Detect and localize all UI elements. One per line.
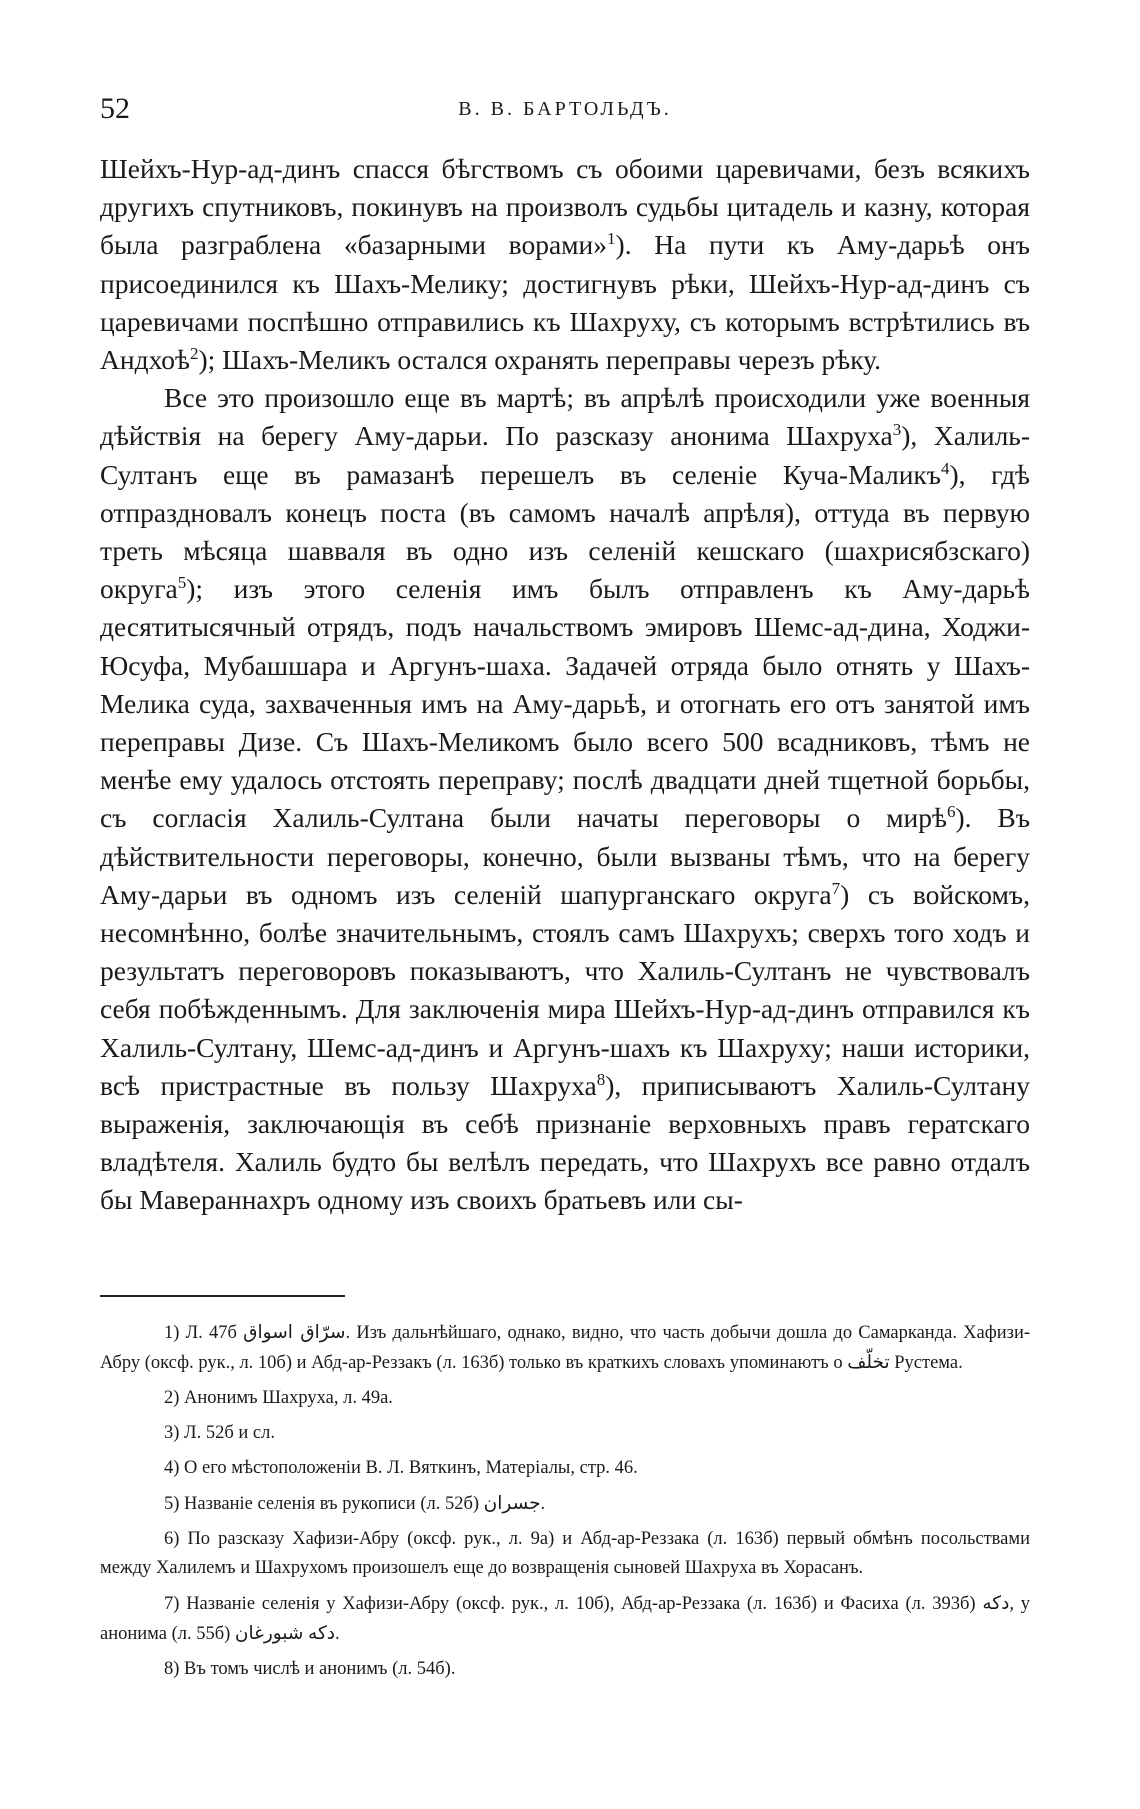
footnote-ref-8: 8 — [596, 1069, 606, 1089]
footnote-ref-1: 1 — [607, 229, 616, 249]
text-run: , у анонима (л. 55б) — [100, 1594, 1031, 1644]
text-run: ); Шахъ-Меликъ остался охранять переправы черезъ рѣку. — [198, 344, 882, 376]
text-run: ). На пути къ Аму-дарьѣ онъ присоединился къ Шахъ-Мелику; достигнувъ рѣки, Шейхъ-Нур-ад-динъ съ царевичами поспѣшно отправились къ Шахруху, съ которымъ встрѣтились въ Андхоѣ — [100, 229, 1030, 376]
text-run: Шейхъ-Нур-ад-динъ спасся бѣгствомъ съ обоими царевичами, безъ всякихъ другихъ спутниковъ, покинувъ на произволъ судьбы цитадель и казну, которая была разграблена «базарными ворами» — [100, 153, 1030, 261]
running-title: В. В. БАРТОЛЬДЪ. — [458, 98, 672, 120]
arabic-text: سرّاق اسواق — [243, 1322, 346, 1343]
text-run: 5) Названіе селенія въ рукописи (л. 52б) — [164, 1494, 484, 1514]
text-run: ) съ войскомъ, несомнѣнно, болѣе значительнымъ, стоялъ самъ Шахрухъ; сверхъ того ходъ и результатъ переговоровъ показываютъ, что Халиль-Султанъ не чувствовалъ себя побѣжденнымъ. Для заключенія мира Шейхъ-Нур-ад-динъ отправился къ Халиль-Султану, Шемс-ад-динъ и Аргунъ-шахъ къ Шахруху; наши историки, всѣ пристрастные въ пользу Шахруха — [100, 878, 1030, 1101]
text-run: ), гдѣ отпраздновалъ конецъ поста (въ самомъ началѣ апрѣля), оттуда въ первую треть мѣсяца шавваля въ одно изъ селеній кешскаго (шахрисябзскаго) округа — [100, 458, 1030, 605]
footnote-divider — [100, 1295, 345, 1297]
page-header — [100, 92, 1030, 132]
footnote-6: 6) По разсказу Хафизи-Абру (оксф. рук., л. 9а) и Абд-ар-Реззака (л. 163б) первый обмѣнъ посольствами между Халилемъ и Шахрухомъ произошелъ еще до возвращенія сыновей Шахруха въ Хорасанъ. — [100, 1529, 1030, 1578]
text-run: . Изъ дальнѣйшаго, однако, видно, что часть добычи дошла до Самарканда. Хафизи-Абру (оксф. рук., л. 10б) и Абд-ар-Реззакъ (л. 163б) только въ краткихъ словахъ упоминаютъ о — [100, 1323, 1030, 1373]
text-run: 7) Названіе селенія у Хафизи-Абру (оксф. рук., л. 10б), Абд-ар-Реззака (л. 163б) и Фасиха (л. 393б) — [164, 1594, 983, 1614]
footnote-1 — [100, 1318, 1030, 1378]
text-run: ). Въ дѣйствительности переговоры, конечно, были вызваны тѣмъ, что на берегу Аму-дарьи въ одномъ изъ селеній шапурганскаго округа — [100, 802, 1030, 910]
footnote-ref-3: 3 — [892, 420, 902, 440]
arabic-text: تخلّف — [847, 1352, 890, 1373]
text-run: ), приписываютъ Халиль-Султану выраженія, заключающія въ себѣ признаніе верховныхъ правъ гератскаго владѣтеля. Халиль будто бы велѣлъ передать, что Шахрухъ все равно отдалъ бы Мавераннахръ одному изъ своихъ братьевъ или сы- — [100, 1069, 1030, 1216]
footnote-4: 4) О его мѣстоположеніи В. Л. Вяткинъ, Матеріалы, стр. 46. — [164, 1458, 638, 1478]
footnote-2: 2) Анонимъ Шахруха, л. 49а. — [164, 1388, 393, 1408]
arabic-text: جسران — [483, 1493, 541, 1514]
arabic-text: دکه — [308, 1623, 335, 1644]
paragraph-1 — [100, 150, 1030, 379]
paragraph-2 — [100, 379, 1030, 1219]
page-number: 52 — [100, 92, 130, 125]
footnote-ref-4: 4 — [941, 458, 950, 478]
text-run: . — [335, 1624, 340, 1644]
text-run: Рустема. — [889, 1353, 963, 1373]
text-run: . — [540, 1494, 546, 1514]
footnote-8: 8) Въ томъ числѣ и анонимъ (л. 54б). — [164, 1659, 456, 1679]
footnote-ref-2: 2 — [189, 343, 199, 363]
main-text — [100, 150, 1030, 1220]
arabic-text: شبورغان — [234, 1623, 304, 1644]
arabic-text: دکه — [982, 1593, 1010, 1614]
text-run: ), Халиль-Султанъ еще въ рамазанѣ перешелъ въ селеніе Куча-Маликъ — [100, 420, 1030, 490]
text-run: Все это произошло еще въ мартѣ; въ апрѣлѣ происходили уже военныя дѣйствія на берегу Аму-дарьи. По разсказу анонима Шахруха — [100, 382, 1030, 452]
footnote-ref-5: 5 — [177, 573, 187, 593]
footnotes — [100, 1318, 1030, 1690]
footnote-7 — [100, 1589, 1030, 1649]
footnote-3: 3) Л. 52б и сл. — [164, 1423, 275, 1443]
footnote-5 — [100, 1489, 1030, 1519]
footnote-ref-7: 7 — [831, 878, 841, 898]
text-run: ); изъ этого селенія имъ былъ отправленъ къ Аму-дарьѣ десятитысячный отрядъ, подъ начальствомъ эмировъ Шемс-ад-дина, Ходжи-Юсуфа, Мубашшара и Аргунъ-шаха. Задачей отряда было отнять у Шахъ-Мелика суда, захваченныя имъ на Аму-дарьѣ, и отогнать его отъ занятой имъ переправы Дизе. Съ Шахъ-Меликомъ было всего 500 всадниковъ, тѣмъ не менѣе ему удалось отстоять переправу; послѣ двадцати дней тщетной борьбы, съ согласія Халиль-Султана были начаты переговоры о мирѣ — [100, 573, 1030, 834]
footnote-ref-6: 6 — [946, 802, 956, 822]
text-run: 1) Л. 47б — [164, 1323, 244, 1343]
